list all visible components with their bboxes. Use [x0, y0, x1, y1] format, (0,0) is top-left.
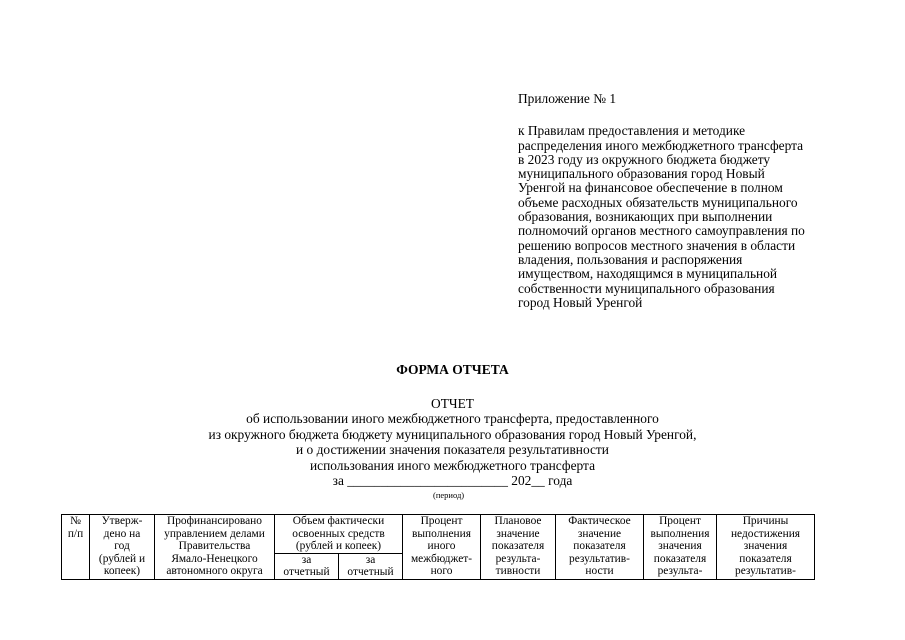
appendix-line: решению вопросов местного значения в области	[518, 237, 796, 253]
report-title: ОТЧЕТ	[431, 396, 474, 411]
header-fact: Фактическое значение показателя результатив- ности	[556, 515, 644, 580]
header-num: № п/п	[62, 515, 90, 580]
appendix-line: Уренгой на финансовое обеспечение в полном	[518, 180, 783, 196]
form-title: ФОРМА ОТЧЕТА	[396, 362, 509, 377]
header-plan: Плановое значение показателя результа- тивности	[481, 515, 556, 580]
appendix-block	[518, 92, 858, 310]
appendix-line: имуществом, находящимся в муниципальной	[518, 266, 778, 282]
appendix-line: образования, возникающих при выполнении	[518, 209, 773, 225]
report-line: из окружного бюджета бюджету муниципального образования город Новый Уренгой,	[208, 426, 697, 442]
header-approved: Утверж- дено на год (рублей и копеек)	[90, 515, 155, 580]
header-financed: Профинансировано управлением делами Правительства Ямало-Ненецкого автономного округа	[155, 515, 275, 580]
report-line: за ________________________ 202__ года	[332, 473, 573, 489]
appendix-line: объеме расходных обязательств муниципального	[518, 194, 798, 210]
report-table	[61, 514, 815, 580]
appendix-line: в 2023 году из окружного бюджета бюджету	[518, 151, 771, 167]
report-line: использования иного межбюджетного трансферта	[309, 457, 596, 473]
appendix-line: полномочий органов местного самоуправления по	[518, 223, 805, 239]
period-note: (период)	[433, 490, 465, 500]
header-volume-sub2: за отчетный	[339, 553, 403, 579]
appendix-text	[518, 124, 858, 310]
appendix-line: к Правилам предоставления и методике	[518, 123, 746, 139]
header-volume: Объем фактически освоенных средств (рублей и копеек)	[275, 515, 403, 554]
report-line: и о достижении значения показателя результативности	[296, 442, 609, 458]
appendix-line: владения, пользования и распоряжения	[518, 251, 743, 267]
appendix-number: Приложение № 1	[518, 91, 617, 106]
appendix-line: город Новый Уренгой	[518, 294, 643, 310]
report-heading	[0, 396, 905, 488]
appendix-line: собственности муниципального образования	[518, 280, 775, 296]
report-line: об использовании иного межбюджетного трансферта, предоставленного	[246, 411, 659, 427]
appendix-line: муниципального образования город Новый	[518, 166, 765, 182]
appendix-line: распределения иного межбюджетного трансферта	[518, 137, 804, 153]
header-volume-sub1: за отчетный	[275, 553, 339, 579]
header-reasons: Причины недостижения значения показателя результатив-	[717, 515, 815, 580]
header-percent: Процент выполнения иного межбюджет- ного	[403, 515, 481, 580]
header-percent-value: Процент выполнения значения показателя результа-	[644, 515, 717, 580]
